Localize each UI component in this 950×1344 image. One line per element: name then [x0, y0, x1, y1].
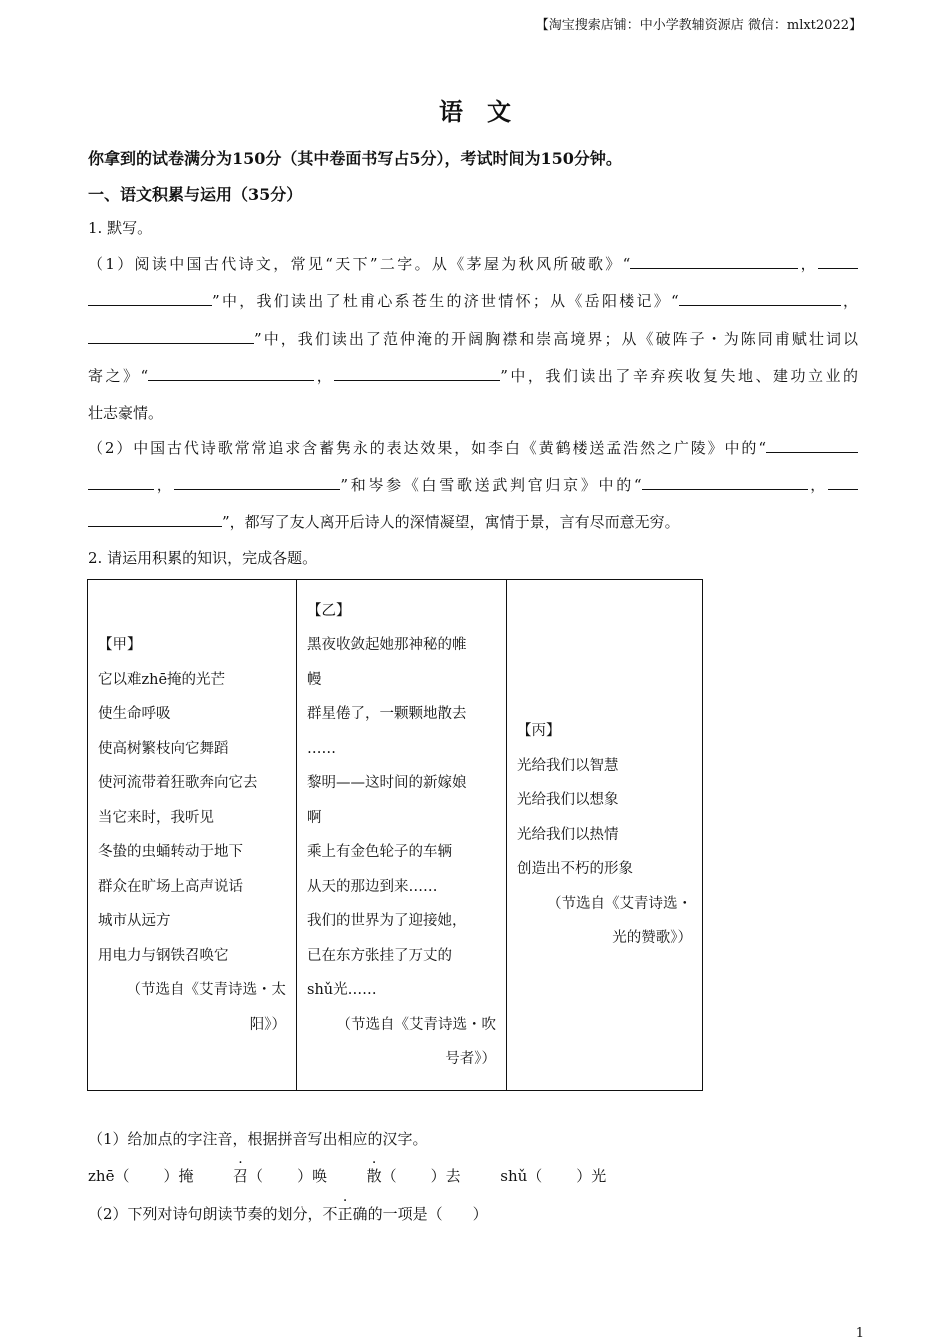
poem-line: 使高树繁枝向它舞蹈 [98, 740, 229, 757]
answer-blank[interactable] [88, 329, 254, 344]
q1-p2-line1: （2）中国古代诗歌常常追求含蓄隽永的表达效果，如李白《黄鹤楼送孟浩然之广陵》中的“ [88, 438, 858, 458]
poem-line: 光给我们以想象 [517, 792, 619, 809]
poem-source: （节选自《艾青诗选・太 [126, 982, 286, 998]
answer-blank[interactable] [630, 254, 798, 269]
poem-line: 光给我们以热情 [517, 826, 619, 843]
poem-line: 用电力与钢铁召唤它 [98, 947, 229, 964]
answer-blank[interactable] [334, 366, 500, 381]
poem-line: 群众在旷场上高声说话 [98, 878, 243, 895]
poem-tag: 【乙】 [307, 602, 351, 619]
poem-line: 冬蛰的虫蛹转动于地下 [98, 844, 243, 860]
q1-p1-line4: 寄之》“ ， ”中，我们读出了辛弃疾收复失地、建功立业的 [88, 367, 858, 385]
q1-p2-line2: ， ”和岑参《白雪歌送武判官归京》中的“ ， [88, 475, 858, 495]
answer-blank[interactable] [828, 475, 858, 490]
section-heading: 一、语文积累与运用（35分） [88, 185, 303, 204]
poem-source: 阳》） [249, 1016, 286, 1033]
answer-blank[interactable] [88, 512, 222, 527]
poem-line: 群星倦了，一颗颗地散去 [307, 706, 467, 722]
poem-source: 号者》） [445, 1051, 496, 1067]
poem-source: （节选自《艾青诗选・ [547, 895, 692, 912]
poem-source: （节选自《艾青诗选・吹 [336, 1016, 496, 1033]
poem-yi [297, 580, 507, 1091]
answer-blank[interactable] [642, 475, 808, 490]
q1-p1-line2: ”中，我们读出了杜甫心系苍生的济世情怀；从《岳阳楼记》“ ， [88, 291, 858, 311]
q2-sub2: （2）下列对诗句朗读节奏的划分，不正确的一项是（ ） [88, 1205, 488, 1223]
q1-p1-line5: 壮志豪情。 [88, 404, 164, 422]
answer-blank[interactable] [88, 475, 154, 490]
poem-tag: 【甲】 [98, 637, 142, 653]
answer-blank[interactable] [679, 291, 841, 306]
q1-p1-line3: ”中，我们读出了范仲淹的开阔胸襟和崇高境界；从《破阵子・为陈同甫赋壮词以 [88, 329, 858, 349]
poem-line: 光给我们以智慧 [517, 757, 619, 774]
header-note: 【淘宝搜索店铺：中小学教辅资源店 微信：mlxt2022】 [535, 18, 862, 33]
poem-source: 光的赞歌》） [612, 930, 692, 947]
poem-line: 创造出不朽的形象 [517, 861, 633, 878]
emphasis-text: 不正确 [322, 1205, 368, 1223]
q2-sub1: （1）给加点的字注音，根据拼音写出相应的汉字。 [88, 1130, 428, 1148]
poem-line: …… [307, 740, 336, 757]
answer-blank[interactable] [766, 438, 858, 453]
poem-line: 黑夜收敛起她那神秘的帷 [307, 637, 467, 653]
poem-line: 幔 [307, 671, 322, 688]
poem-line: 使河流带着狂歌奔向它去 [98, 775, 258, 791]
poem-bing [507, 580, 703, 1091]
poem-line: 啊 [307, 809, 322, 826]
poem-line: 它以难zhē掩的光芒 [98, 671, 226, 688]
poem-line: 城市从远方 [98, 913, 171, 929]
poem-line: 我们的世界为了迎接她， [307, 913, 467, 929]
q1-p1-line1: （1）阅读中国古代诗文，常见“天下”二字。从《茅屋为秋风所破歌》“ ， [88, 254, 858, 274]
page-title: 语文 [439, 97, 535, 126]
exam-intro: 你拿到的试卷满分为150分（其中卷面书写占5分），考试时间为150分钟。 [88, 149, 622, 168]
q1-label: 1. 默写。 [88, 219, 153, 237]
q2-label: 2. 请运用积累的知识，完成各题。 [88, 549, 318, 567]
poem-line: 黎明——这时间的新嫁娘 [307, 775, 467, 791]
answer-blank[interactable] [174, 475, 340, 490]
page-number: 1 [855, 1326, 864, 1341]
poem-tag: 【丙】 [517, 723, 561, 740]
poem-line: 已在东方张挂了万丈的 [307, 947, 452, 964]
pinyin-row: zhē（ ）掩 召（ ）唤 散（ ）去 shǔ（ ）光 [88, 1167, 607, 1185]
answer-blank[interactable] [88, 291, 212, 306]
poem-line: 乘上有金色轮子的车辆 [307, 844, 452, 860]
poem-line: 当它来时，我听见 [98, 809, 214, 826]
poem-table [87, 579, 703, 1091]
answer-blank[interactable] [818, 254, 858, 269]
poem-line: 使生命呼吸 [98, 706, 171, 722]
poem-line: shǔ光…… [307, 982, 377, 998]
answer-blank[interactable] [148, 366, 314, 381]
poem-jia [88, 580, 297, 1091]
poem-line: 从天的那边到来…… [307, 878, 438, 895]
q1-p2-line3: ”，都写了友人离开后诗人的深情凝望，寓情于景，言有尽而意无穷。 [88, 512, 858, 532]
